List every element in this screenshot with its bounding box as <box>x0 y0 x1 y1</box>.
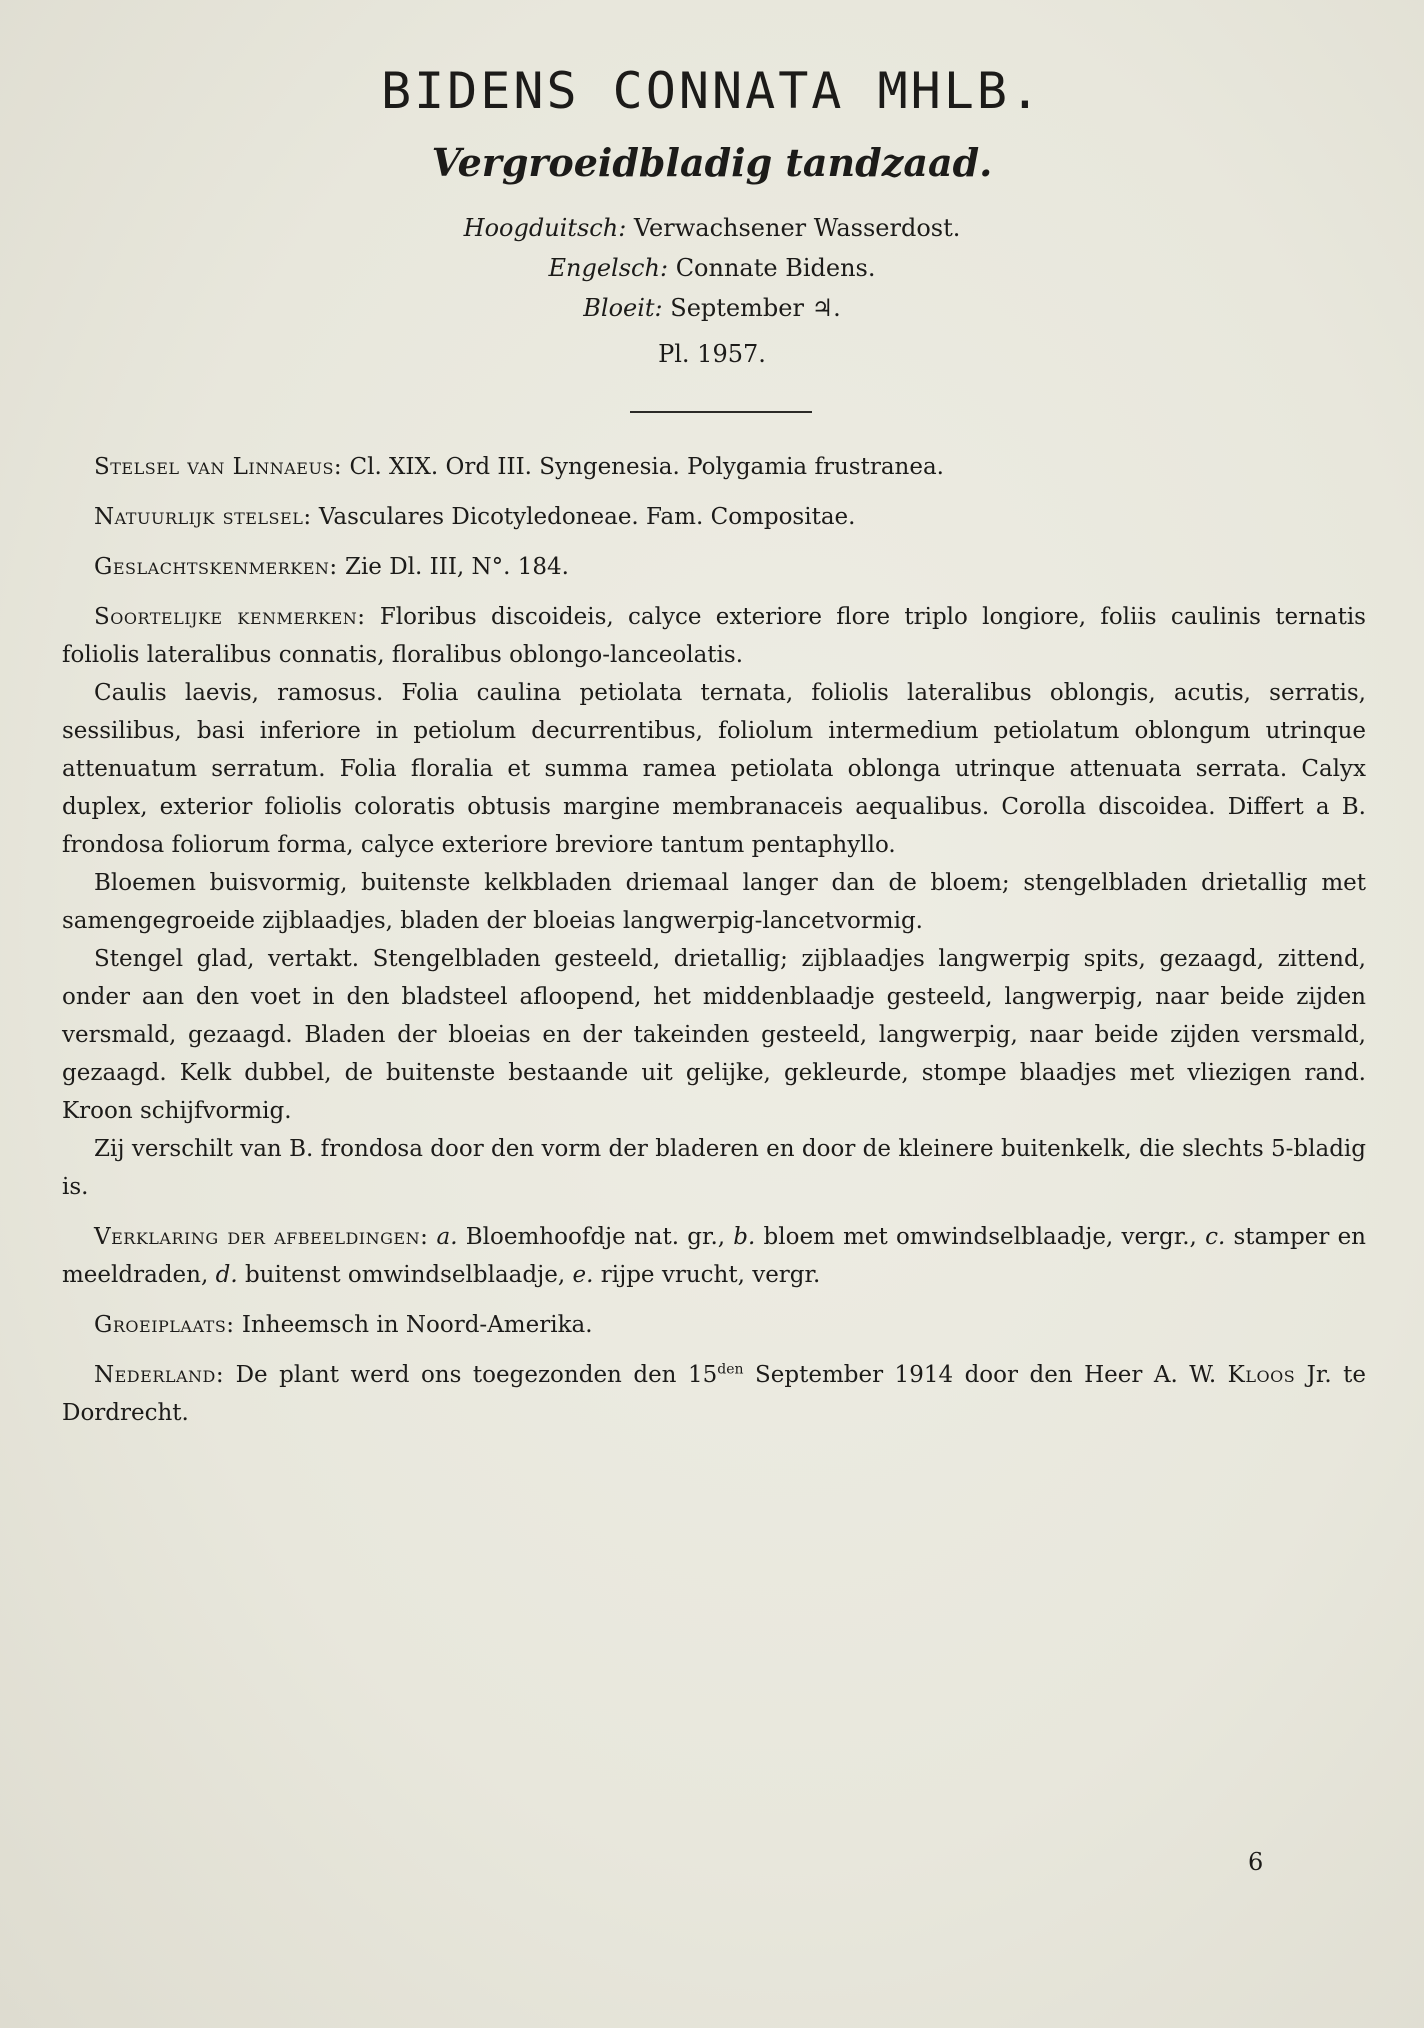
page-title: BIDENS CONNATA MHLB. <box>380 62 1044 120</box>
bloom-line <box>0 294 1424 322</box>
bloom-label: Bloeit: <box>583 294 663 322</box>
habitat-label: Groeiplaats: <box>94 1312 235 1338</box>
latin-description: Caulis laevis, ramosus. Folia caulina petiolata ternata, foliolis lateralibus oblongis, acutis, serratis, sessilibus, basi inferiore in petiolum decurrentibus, foliolum intermedium petiolatum oblongum utrinque attenuatum serratum. Folia floralia et summa ramea petiolata oblonga utrinque attenuata serrata. Calyx duplex, exterior foliolis coloratis obtusis margine membranaceis aequalibus. Corolla discoidea. Differt a B. frondosa foliorum forma, calyce exteriore breviore tantum pentaphyllo. <box>62 680 1366 858</box>
netherlands-section <box>62 1356 1366 1432</box>
description-body <box>62 448 1366 1444</box>
english-value: Connate Bidens. <box>675 254 876 282</box>
figure-key: c. <box>1205 1224 1226 1250</box>
genus-section <box>62 548 1366 586</box>
netherlands-text-end: Jr. te Dordrecht. <box>62 1362 1367 1426</box>
figure-text: Bloemhoofdje nat. gr., <box>465 1224 726 1250</box>
date-suffix: den <box>717 1361 744 1378</box>
figure-key: b. <box>733 1224 756 1250</box>
german-name-line <box>0 214 1424 242</box>
genus-label: Geslachtskenmerken: <box>94 554 338 580</box>
german-label: Hoogduitsch: <box>463 214 627 242</box>
figures-section <box>62 1218 1366 1294</box>
dutch-difference: Zij verschilt van B. frondosa door den vorm der bladeren en door de kleinere buitenkelk, die slechts 5-bladig is. <box>62 1136 1366 1200</box>
figures-label: Verklaring der afbeeldingen: <box>94 1224 429 1250</box>
dutch-short-description: Bloemen buisvormig, buitenste kelkbladen driemaal langer dan de bloem; stengelbladen drietallig met samengegroeide zijblaadjes, bladen der bloeias langwerpig-lancetvormig. <box>62 870 1366 934</box>
natural-system-text: Vasculares Dicotyledoneae. Fam. Compositae. <box>318 504 856 530</box>
german-value: Verwachsener Wasserdost. <box>633 214 961 242</box>
figure-text: stamper en meeldraden, <box>62 1224 1366 1288</box>
collector-name: Kloos <box>1227 1362 1296 1388</box>
figure-key: e. <box>572 1262 594 1288</box>
linnaeus-text: Cl. XIX. Ord III. Syngenesia. Polygamia frustranea. <box>349 454 944 480</box>
netherlands-text-start: De plant werd ons toegezonden den 15 <box>235 1362 718 1388</box>
bloom-value: September ♃. <box>670 294 841 322</box>
figure-key: d. <box>215 1262 238 1288</box>
genus-text: Zie Dl. III, N°. 184. <box>344 554 569 580</box>
habitat-text: Inheemsch in Noord-Amerika. <box>241 1312 593 1338</box>
habitat-section <box>62 1306 1366 1344</box>
figure-text: buitenst omwindselblaadje, <box>244 1262 566 1288</box>
netherlands-label: Nederland: <box>94 1362 225 1388</box>
species-label: Soortelijke kenmerken: <box>94 604 366 630</box>
natural-system-section <box>62 498 1366 536</box>
species-text: Floribus discoideis, calyce exteriore flore triplo longiore, foliis caulinis ternatis foliolis lateralibus connatis, floralibus oblongo-lanceolatis. <box>62 604 1366 668</box>
english-label: Engelsch: <box>548 254 669 282</box>
figure-text: bloem met omwindselblaadje, vergr., <box>763 1224 1197 1250</box>
species-section <box>62 598 1366 674</box>
divider <box>630 411 812 413</box>
natural-system-label: Natuurlijk stelsel: <box>94 504 312 530</box>
plate-number: Pl. 1957. <box>658 340 766 368</box>
linnaeus-label: Stelsel van Linnaeus: <box>94 454 343 480</box>
figure-key: a. <box>436 1224 458 1250</box>
linnaeus-section <box>62 448 1366 486</box>
page-number: 6 <box>1248 1848 1264 1876</box>
english-name-line <box>0 254 1424 282</box>
dutch-common-name: Vergroeidbladig tandzaad. <box>431 140 993 185</box>
netherlands-text-middle: September 1914 door den Heer A. W. <box>743 1362 1228 1388</box>
figure-text: rijpe vrucht, vergr. <box>600 1262 821 1288</box>
dutch-description: Stengel glad, vertakt. Stengelbladen gesteeld, drietallig; zijblaadjes langwerpig spits, gezaagd, zittend, onder aan den voet in den bladsteel afloopend, het middenblaadje gesteeld, langwerpig, naar beide zijden versmald, gezaagd. Bladen der bloeias en der takeinden gesteeld, langwerpig, naar beide zijden versmald, gezaagd. Kelk dubbel, de buitenste bestaande uit gelijke, gekleurde, stompe blaadjes met vliezigen rand. Kroon schijfvormig. <box>62 946 1366 1124</box>
